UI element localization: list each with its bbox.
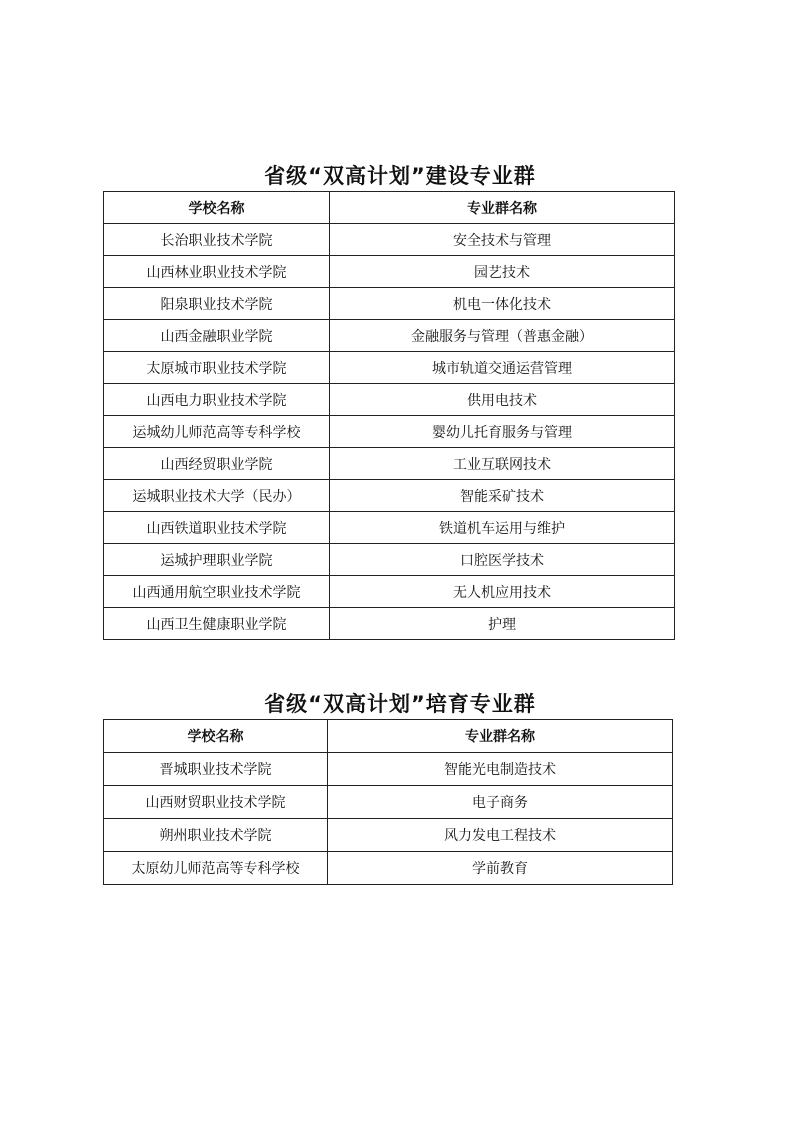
group-cell: 护理 (330, 608, 675, 640)
table-row (104, 256, 675, 288)
school-cell: 朔州职业技术学院 (104, 819, 328, 852)
construction-group-table (103, 191, 675, 640)
section-title-cultivation: 省级“双高计划”培育专业群 (264, 692, 536, 716)
section-title-construction: 省级“双高计划”建设专业群 (264, 164, 536, 188)
school-cell: 晋城职业技术学院 (104, 753, 328, 786)
school-cell: 运城职业技术大学（民办） (104, 480, 330, 512)
school-cell: 阳泉职业技术学院 (104, 288, 330, 320)
school-cell: 山西经贸职业学院 (104, 448, 330, 480)
cultivation-group-table (103, 719, 673, 885)
school-cell: 山西财贸职业技术学院 (104, 786, 328, 819)
table-header-row (104, 192, 675, 224)
table-row (104, 819, 673, 852)
table-header-row (104, 720, 673, 753)
table-row (104, 320, 675, 352)
table-row (104, 416, 675, 448)
column-header-school: 学校名称 (104, 720, 328, 753)
school-cell: 山西卫生健康职业学院 (104, 608, 330, 640)
column-header-school: 学校名称 (104, 192, 330, 224)
school-cell: 运城护理职业学院 (104, 544, 330, 576)
school-cell: 山西林业职业技术学院 (104, 256, 330, 288)
group-cell: 铁道机车运用与维护 (330, 512, 675, 544)
table-row (104, 576, 675, 608)
group-cell: 安全技术与管理 (330, 224, 675, 256)
group-cell: 园艺技术 (330, 256, 675, 288)
table-row (104, 224, 675, 256)
group-cell: 电子商务 (328, 786, 673, 819)
table-row (104, 288, 675, 320)
table-row (104, 852, 673, 885)
table-row (104, 512, 675, 544)
group-cell: 风力发电工程技术 (328, 819, 673, 852)
group-cell: 机电一体化技术 (330, 288, 675, 320)
school-cell: 运城幼儿师范高等专科学校 (104, 416, 330, 448)
group-cell: 智能光电制造技术 (328, 753, 673, 786)
group-cell: 口腔医学技术 (330, 544, 675, 576)
table-row (104, 384, 675, 416)
school-cell: 太原幼儿师范高等专科学校 (104, 852, 328, 885)
table-row (104, 608, 675, 640)
group-cell: 供用电技术 (330, 384, 675, 416)
table-row (104, 786, 673, 819)
group-cell: 学前教育 (328, 852, 673, 885)
group-cell: 金融服务与管理（普惠金融） (330, 320, 675, 352)
table-row (104, 753, 673, 786)
group-cell: 智能采矿技术 (330, 480, 675, 512)
table-row (104, 544, 675, 576)
table-row (104, 480, 675, 512)
school-cell: 山西铁道职业技术学院 (104, 512, 330, 544)
column-header-group: 专业群名称 (328, 720, 673, 753)
group-cell: 工业互联网技术 (330, 448, 675, 480)
school-cell: 长治职业技术学院 (104, 224, 330, 256)
table-row (104, 352, 675, 384)
school-cell: 山西通用航空职业技术学院 (104, 576, 330, 608)
column-header-group: 专业群名称 (330, 192, 675, 224)
table-row (104, 448, 675, 480)
school-cell: 太原城市职业技术学院 (104, 352, 330, 384)
school-cell: 山西金融职业学院 (104, 320, 330, 352)
group-cell: 无人机应用技术 (330, 576, 675, 608)
group-cell: 城市轨道交通运营管理 (330, 352, 675, 384)
school-cell: 山西电力职业技术学院 (104, 384, 330, 416)
group-cell: 婴幼儿托育服务与管理 (330, 416, 675, 448)
